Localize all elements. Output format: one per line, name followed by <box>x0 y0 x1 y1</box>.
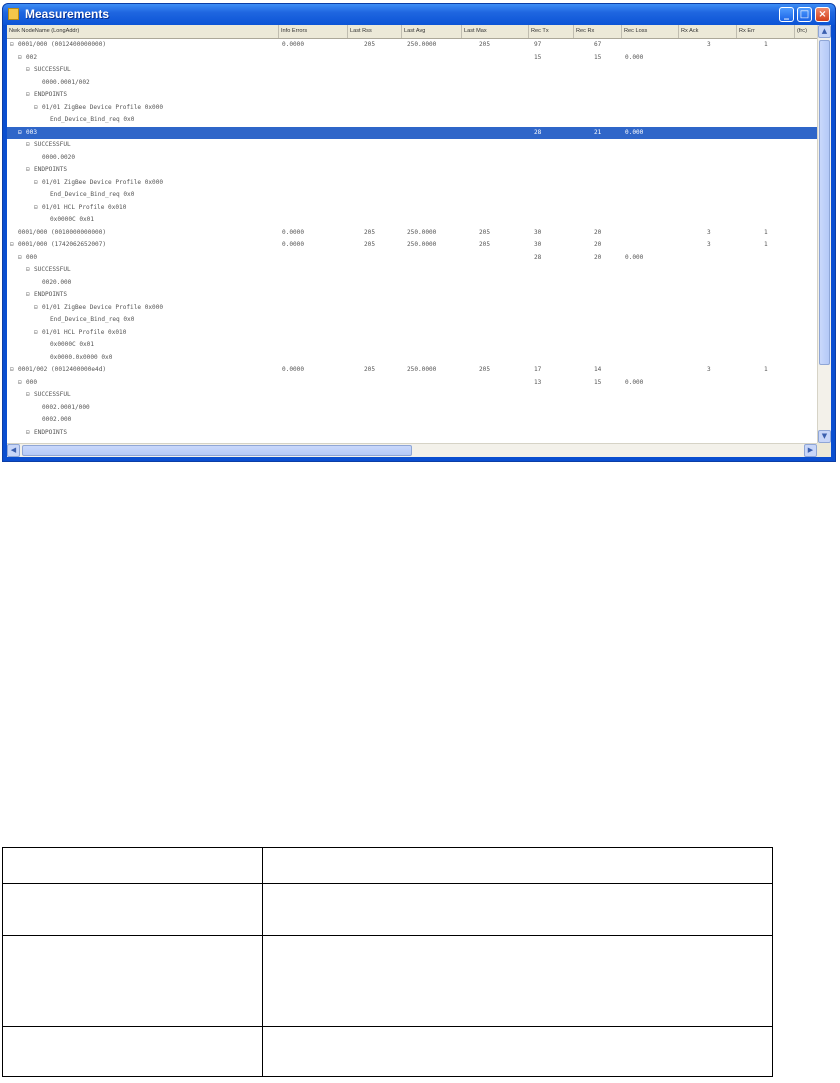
column-header-item[interactable]: Rec Tx <box>529 25 574 38</box>
node-label: 01/01 HCL Profile 0x010 <box>42 203 127 211</box>
expand-toggle-icon[interactable]: ⊟ <box>34 328 38 336</box>
node-label: 01/01 HCL Profile 0x010 <box>42 328 127 336</box>
cell-value: 0.0000 <box>282 41 305 48</box>
cell-value: 205 <box>364 241 376 248</box>
scroll-left-arrow-icon[interactable]: ◀ <box>7 444 20 457</box>
column-header-item[interactable]: Info Errors <box>279 25 348 38</box>
cell-value: 28 <box>534 253 542 261</box>
cell-value: 205 <box>479 366 491 373</box>
node-label: 01/01 ZigBee Device Profile 0x000 <box>42 303 164 311</box>
column-header-item[interactable]: (frc) <box>795 25 817 38</box>
cell-value: 1 <box>764 241 768 248</box>
scroll-down-arrow-icon[interactable]: ▼ <box>818 430 831 443</box>
tree-row[interactable] <box>7 39 817 52</box>
node-label: 000 <box>26 253 38 261</box>
column-header-item[interactable]: Last Max <box>462 25 529 38</box>
cell-value: 3 <box>707 41 711 48</box>
cell-value: 13 <box>534 378 542 386</box>
cell-value: 250.0000 <box>407 228 437 236</box>
cell-value: 0.0000 <box>282 366 305 373</box>
node-label: 0x0000C 0x01 <box>50 341 95 348</box>
tree-row[interactable] <box>7 339 817 352</box>
scrollbar-corner <box>817 443 831 457</box>
measurements-window <box>2 3 836 462</box>
tree-list-view[interactable] <box>7 25 831 457</box>
expand-toggle-icon[interactable]: ⊟ <box>34 103 38 111</box>
scroll-right-arrow-icon[interactable]: ▶ <box>804 444 817 457</box>
expand-toggle-icon[interactable]: ⊟ <box>26 141 30 148</box>
cell-value: 0.0000 <box>282 228 305 236</box>
expand-toggle-icon[interactable]: ⊟ <box>26 291 30 298</box>
node-label: SUCCESSFUL <box>34 266 71 273</box>
cell-value: 250.0000 <box>407 41 437 48</box>
tree-row[interactable] <box>7 302 817 315</box>
close-button[interactable]: × <box>815 7 830 22</box>
column-header-item[interactable]: Nwk NodeName (LongAddr) <box>7 25 279 38</box>
table-cell-value <box>263 936 773 1027</box>
column-header-item[interactable]: Last Rss <box>348 25 402 38</box>
title-bar[interactable] <box>3 4 835 25</box>
expand-toggle-icon[interactable]: ⊟ <box>34 203 38 211</box>
expand-toggle-icon[interactable]: ⊟ <box>18 53 22 61</box>
cell-value: 30 <box>534 228 542 236</box>
expand-toggle-icon[interactable]: ⊟ <box>18 253 22 261</box>
node-label: 000 <box>26 378 38 386</box>
table-row <box>3 1027 773 1077</box>
cell-value: 1 <box>764 228 768 236</box>
tree-row[interactable] <box>7 202 817 215</box>
node-label: ENDPOINTS <box>34 91 68 98</box>
node-label: 0001/000 (0012400000000) <box>18 41 107 48</box>
cell-value: 1 <box>764 41 768 48</box>
node-label: End_Device_Bind_req 0x0 <box>50 316 135 323</box>
expand-toggle-icon[interactable]: ⊟ <box>26 428 30 436</box>
tree-row[interactable] <box>7 414 817 427</box>
tree-row[interactable] <box>7 102 817 115</box>
cell-value: 21 <box>594 128 602 136</box>
expand-toggle-icon[interactable]: ⊟ <box>34 303 38 311</box>
node-label: ENDPOINTS <box>34 166 68 173</box>
cell-value: 0.000 <box>625 53 644 61</box>
tree-row[interactable] <box>7 352 817 365</box>
expand-toggle-icon[interactable]: ⊟ <box>26 66 30 73</box>
tree-row[interactable] <box>7 89 817 102</box>
tree-row[interactable] <box>7 364 817 377</box>
tree-row[interactable] <box>7 327 817 340</box>
tree-row[interactable] <box>7 239 817 252</box>
tree-rows <box>7 39 817 447</box>
table-cell-label <box>3 848 263 884</box>
node-label: ENDPOINTS <box>34 428 68 436</box>
scroll-up-arrow-icon[interactable]: ▲ <box>818 25 831 38</box>
table-cell-label <box>3 1027 263 1077</box>
cell-value: 30 <box>534 241 542 248</box>
cell-value: 97 <box>534 41 542 48</box>
node-label: 0x0000.0x0000 0x0 <box>50 353 113 361</box>
node-label: 0x0000C 0x01 <box>50 216 95 223</box>
cell-value: 250.0000 <box>407 241 437 248</box>
cell-value: 15 <box>534 53 542 61</box>
window-title: Measurements <box>25 7 110 21</box>
cell-value: 20 <box>594 228 602 236</box>
node-label: 0001/000 (1742062652007) <box>18 241 107 248</box>
vertical-scrollbar[interactable] <box>817 25 831 443</box>
cell-value: 0.000 <box>625 378 644 386</box>
node-label: 0001/002 (0012400000e4d) <box>18 366 107 373</box>
cell-value: 14 <box>594 366 602 373</box>
column-header-item[interactable]: Rec Loss <box>622 25 679 38</box>
expand-toggle-icon[interactable]: ⊟ <box>18 128 22 136</box>
vertical-scroll-thumb[interactable] <box>819 40 830 365</box>
node-label: 0001/000 (0010000000000) <box>18 228 107 236</box>
table-cell-value <box>263 884 773 936</box>
expand-toggle-icon[interactable]: ⊟ <box>34 178 38 186</box>
tree-row[interactable] <box>7 402 817 415</box>
cell-value: 67 <box>594 41 602 48</box>
table-row <box>3 884 773 936</box>
cell-value: 17 <box>534 366 542 373</box>
tree-row[interactable] <box>7 64 817 77</box>
cell-value: 15 <box>594 53 602 61</box>
node-label: 002 <box>26 53 38 61</box>
expand-toggle-icon[interactable]: ⊟ <box>10 41 14 48</box>
node-label: 01/01 ZigBee Device Profile 0x000 <box>42 178 164 186</box>
cell-value: 15 <box>594 378 602 386</box>
node-label: 01/01 ZigBee Device Profile 0x000 <box>42 103 164 111</box>
minimize-button[interactable]: _ <box>779 7 794 22</box>
cell-value: 205 <box>364 366 376 373</box>
column-header-item[interactable]: Rx Ack <box>679 25 737 38</box>
tree-row[interactable] <box>7 164 817 177</box>
node-label: End_Device_Bind_req 0x0 <box>50 116 135 123</box>
tree-row[interactable] <box>7 314 817 327</box>
node-label: SUCCESSFUL <box>34 391 71 398</box>
cell-value: 3 <box>707 241 711 248</box>
app-icon <box>8 8 19 20</box>
column-header <box>7 25 817 39</box>
cell-value: 0.000 <box>625 128 644 136</box>
expand-toggle-icon[interactable]: ⊟ <box>26 166 30 173</box>
cell-value: 20 <box>594 253 602 261</box>
tree-row[interactable] <box>7 289 817 302</box>
tree-row[interactable] <box>7 177 817 190</box>
tree-row[interactable] <box>7 127 817 140</box>
cell-value: 205 <box>479 228 491 236</box>
cell-value: 3 <box>707 366 711 373</box>
tree-row[interactable] <box>7 189 817 202</box>
tree-row[interactable] <box>7 139 817 152</box>
node-label: 003 <box>26 128 38 136</box>
cell-value: 28 <box>534 128 542 136</box>
info-table <box>2 847 773 1077</box>
horizontal-scroll-thumb[interactable] <box>22 445 412 456</box>
tree-row[interactable] <box>7 389 817 402</box>
node-label: 0020.000 <box>42 278 72 286</box>
tree-row[interactable] <box>7 77 817 90</box>
tree-row[interactable] <box>7 227 817 240</box>
table-cell-label <box>3 936 263 1027</box>
column-header-item[interactable]: Rx Err <box>737 25 795 38</box>
table-cell-value <box>263 1027 773 1077</box>
cell-value: 20 <box>594 241 602 248</box>
tree-row[interactable] <box>7 264 817 277</box>
cell-value: 0.0000 <box>282 241 305 248</box>
table-row <box>3 936 773 1027</box>
cell-value: 0.000 <box>625 253 644 261</box>
node-label: End_Device_Bind_req 0x0 <box>50 191 135 198</box>
horizontal-scrollbar[interactable] <box>7 443 817 457</box>
tree-row[interactable] <box>7 52 817 65</box>
node-label: 0002.0001/000 <box>42 403 90 411</box>
tree-row[interactable] <box>7 252 817 265</box>
table-cell-label <box>3 884 263 936</box>
expand-toggle-icon[interactable]: ⊟ <box>26 266 30 273</box>
cell-value: 205 <box>364 228 376 236</box>
expand-toggle-icon[interactable]: ⊟ <box>18 378 22 386</box>
column-header-item[interactable]: Rec Rx <box>574 25 622 38</box>
tree-row[interactable] <box>7 214 817 227</box>
cell-value: 3 <box>707 228 711 236</box>
expand-toggle-icon[interactable]: ⊟ <box>10 241 14 248</box>
node-label: SUCCESSFUL <box>34 141 71 148</box>
cell-value: 1 <box>764 366 768 373</box>
tree-row[interactable] <box>7 152 817 165</box>
cell-value: 205 <box>364 41 376 48</box>
node-label: 0002.000 <box>42 416 72 423</box>
expand-toggle-icon[interactable]: ⊟ <box>26 91 30 98</box>
table-cell-value <box>263 848 773 884</box>
node-label: 0000.0001/002 <box>42 78 90 86</box>
node-label: ENDPOINTS <box>34 291 68 298</box>
tree-row[interactable] <box>7 114 817 127</box>
cell-value: 205 <box>479 41 491 48</box>
table-row <box>3 848 773 884</box>
node-label: 0000.0020 <box>42 153 76 161</box>
tree-row[interactable] <box>7 427 817 440</box>
expand-toggle-icon[interactable]: ⊟ <box>10 366 14 373</box>
maximize-button[interactable]: □ <box>797 7 812 22</box>
cell-value: 205 <box>479 241 491 248</box>
column-header-item[interactable]: Last Avg <box>402 25 462 38</box>
tree-row[interactable] <box>7 277 817 290</box>
expand-toggle-icon[interactable]: ⊟ <box>26 391 30 398</box>
node-label: SUCCESSFUL <box>34 66 71 73</box>
tree-row[interactable] <box>7 377 817 390</box>
cell-value: 250.0000 <box>407 366 437 373</box>
